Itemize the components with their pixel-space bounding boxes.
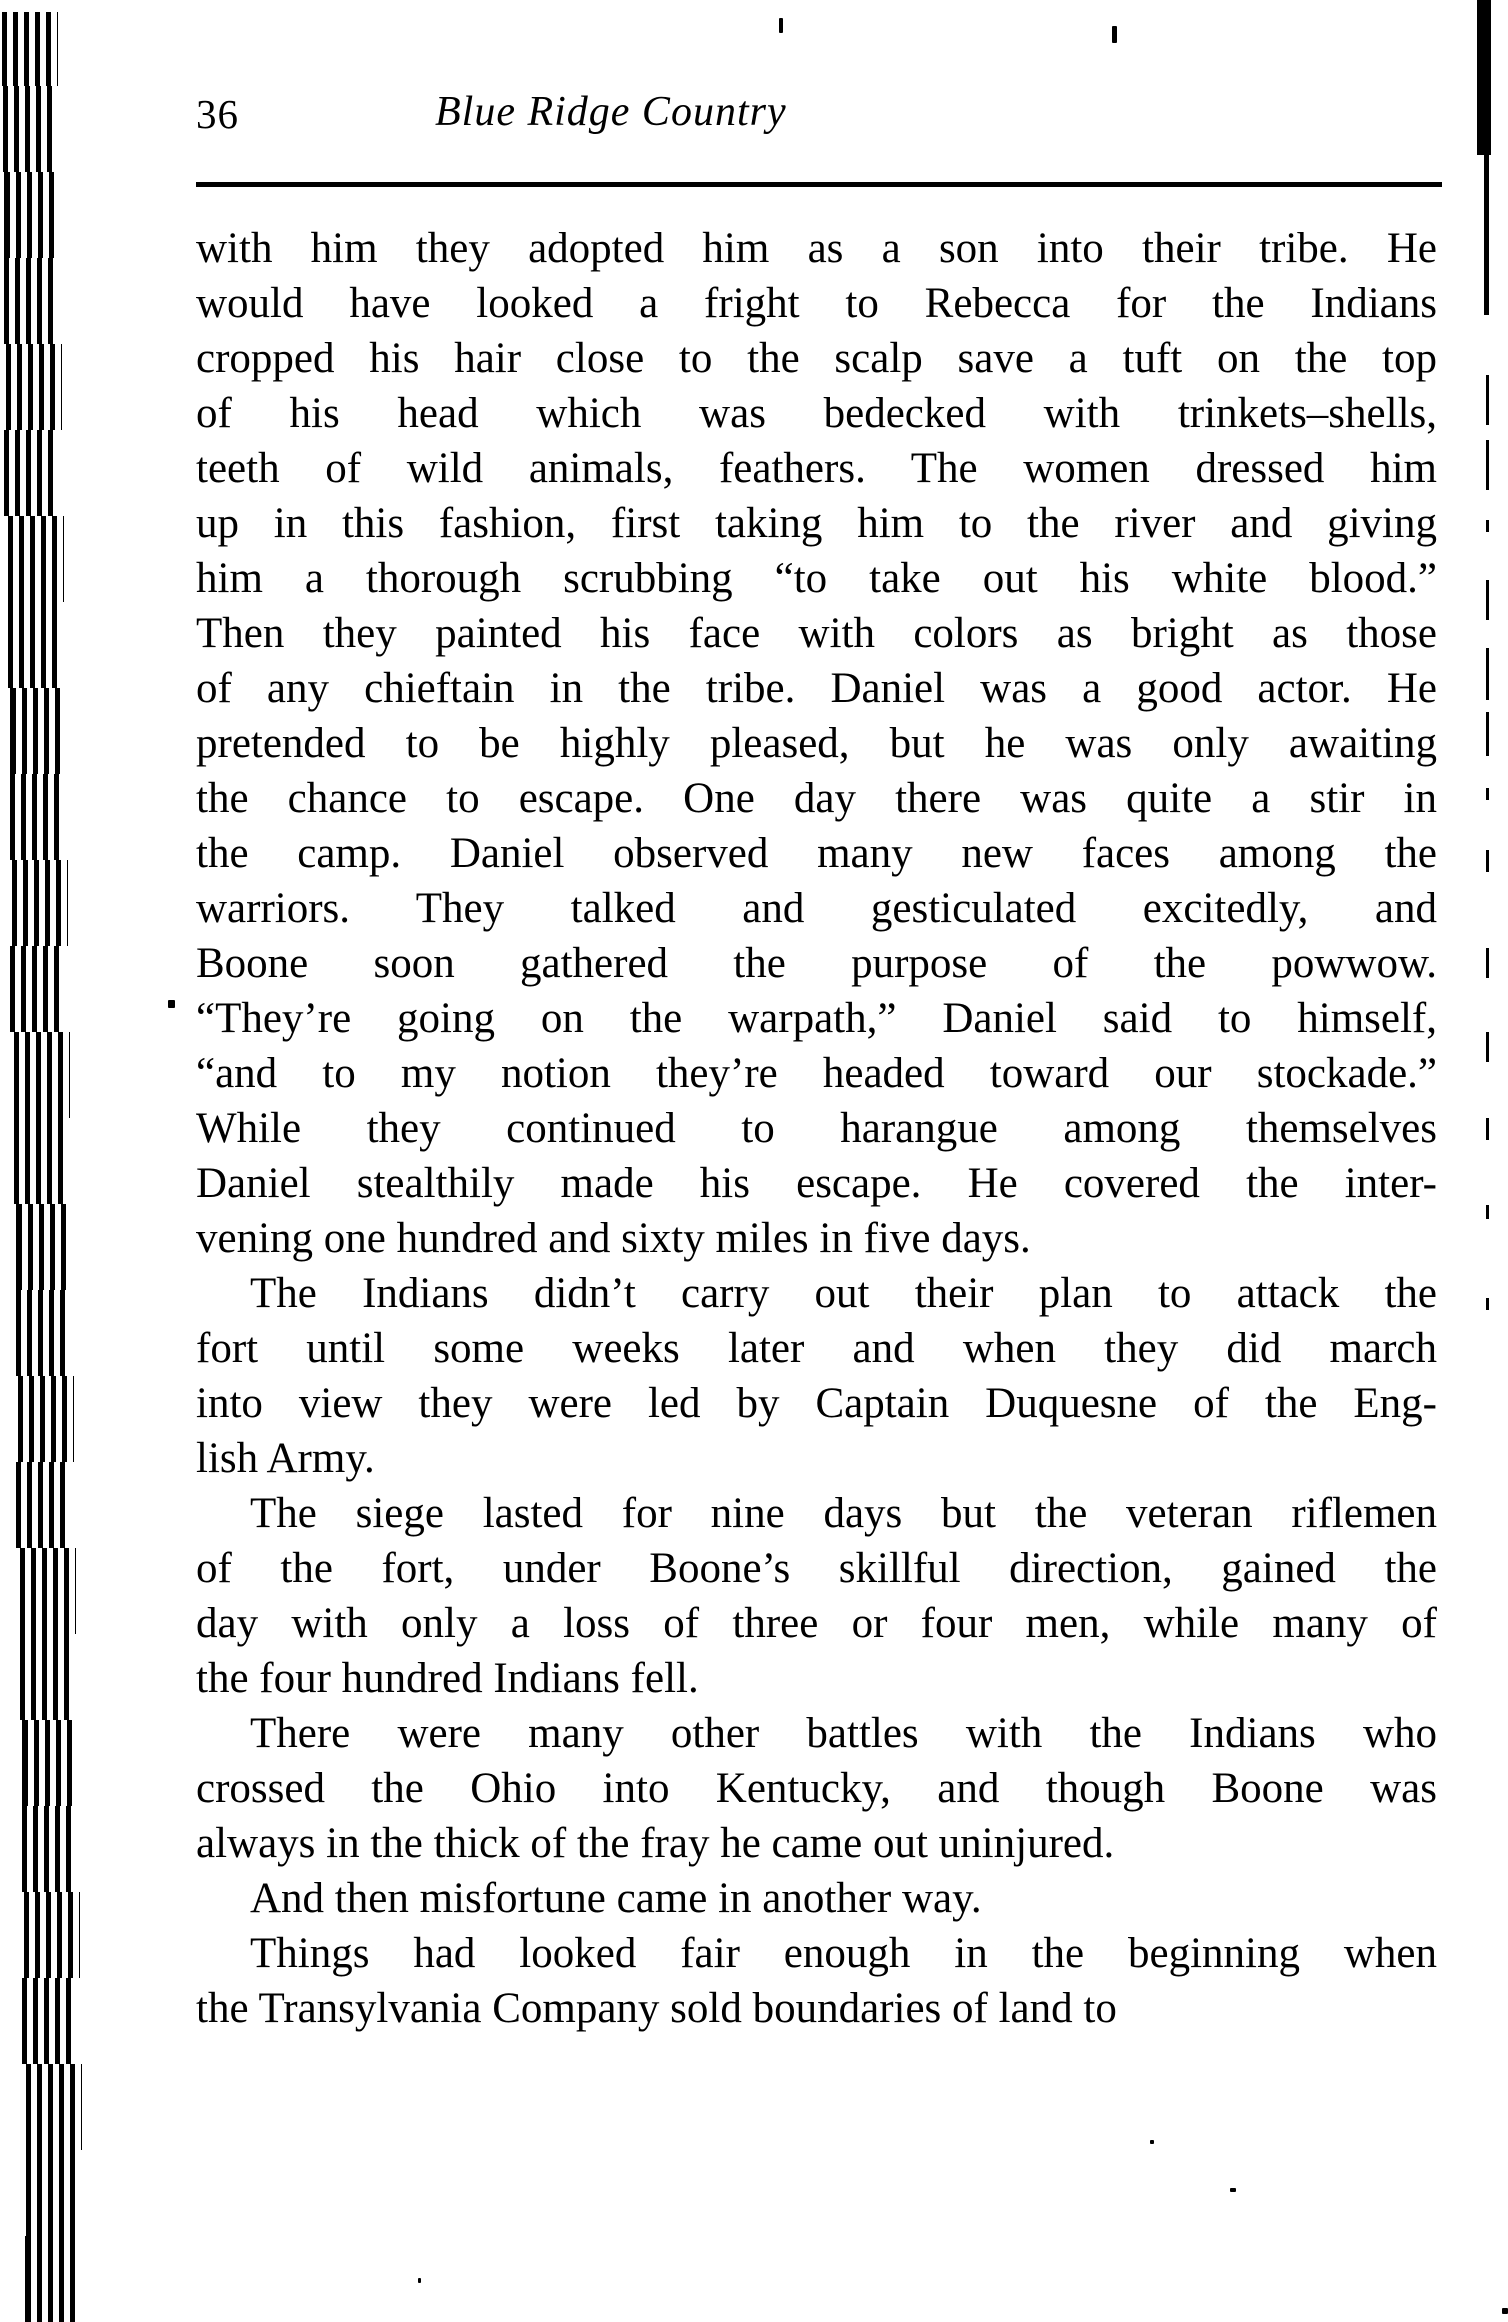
scan-speck (1502, 2308, 1508, 2314)
text-line: pretended to be highly pleased, but he was only awaiting (196, 720, 1437, 767)
text-line: up in this fashion, first taking him to the river and giving (196, 500, 1437, 547)
text-line: warriors. They talked and gesticulated excitedly, and (196, 885, 1437, 932)
scan-speck (168, 1000, 175, 1008)
scan-edge-dash (1486, 1298, 1489, 1310)
scan-speck (1150, 2140, 1154, 2144)
scan-speck (1112, 26, 1117, 43)
scan-edge-dash (1486, 948, 1489, 978)
text-line: lish Army. (196, 1435, 375, 1482)
text-line: Things had looked fair enough in the beginning when (250, 1930, 1437, 1977)
text-line: And then misfortune came in another way. (250, 1875, 982, 1922)
text-line: “and to my notion they’re headed toward our stockade.” (196, 1050, 1437, 1097)
text-line: him a thorough scrubbing “to take out his white blood.” (196, 555, 1437, 602)
text-line: Then they painted his face with colors as bright as those (196, 610, 1437, 657)
text-line: the Transylvania Company sold boundaries of land to (196, 1985, 1117, 2032)
scan-edge-dash (1486, 1118, 1489, 1140)
text-line: cropped his hair close to the scalp save a tuft on the top (196, 335, 1437, 382)
scan-binding-stripes (0, 0, 84, 2322)
text-line: the chance to escape. One day there was quite a stir in (196, 775, 1437, 822)
scan-edge-dash (1486, 850, 1489, 872)
text-line: would have looked a fright to Rebecca for the Indians (196, 280, 1437, 327)
text-line: the four hundred Indians fell. (196, 1655, 699, 1702)
text-line: The Indians didn’t carry out their plan to attack the (250, 1270, 1437, 1317)
scan-edge-dash (1486, 648, 1489, 700)
text-line: fort until some weeks later and when they did march (196, 1325, 1437, 1372)
text-line: Boone soon gathered the purpose of the powwow. (196, 940, 1437, 987)
scan-edge-dash (1486, 440, 1489, 490)
scan-speck (779, 18, 783, 33)
scan-speck (1230, 2188, 1236, 2192)
scan-edge-dash (1486, 1205, 1489, 1219)
text-line: the camp. Daniel observed many new faces among the (196, 830, 1437, 877)
header-rule (196, 182, 1442, 187)
text-line: always in the thick of the fray he came out uninjured. (196, 1820, 1115, 1867)
text-line: of any chieftain in the tribe. Daniel was a good actor. He (196, 665, 1437, 712)
scan-edge-dash (1486, 580, 1489, 620)
text-line: of the fort, under Boone’s skillful direction, gained the (196, 1545, 1437, 1592)
text-line: The siege lasted for nine days but the veteran riflemen (250, 1490, 1437, 1537)
scan-edge-dash (1486, 1032, 1489, 1062)
text-line: crossed the Ohio into Kentucky, and though Boone was (196, 1765, 1437, 1812)
running-title: Blue Ridge Country (435, 89, 787, 135)
text-line: Daniel stealthily made his escape. He covered the inter- (196, 1160, 1437, 1207)
text-line: of his head which was bedecked with trinkets–shells, (196, 390, 1437, 437)
scan-edge-dash (1486, 375, 1489, 425)
text-line: into view they were led by Captain Duquesne of the Eng- (196, 1380, 1437, 1427)
scan-speck (30, 1448, 34, 1452)
page-header (196, 88, 1442, 148)
text-line: There were many other battles with the Indians who (250, 1710, 1437, 1757)
page-number: 36 (196, 91, 239, 137)
scan-edge-dash (1486, 788, 1489, 800)
scan-edge-bar (1477, 0, 1491, 155)
text-line: While they continued to harangue among themselves (196, 1105, 1437, 1152)
text-line: teeth of wild animals, feathers. The women dressed him (196, 445, 1437, 492)
scan-edge-bar-tail (1484, 150, 1489, 315)
scan-edge-dash (1486, 712, 1489, 756)
text-line: with him they adopted him as a son into their tribe. He (196, 225, 1437, 272)
text-line: day with only a loss of three or four men, while many of (196, 1600, 1437, 1647)
body-text (196, 221, 1437, 2036)
scan-speck (418, 2278, 421, 2283)
text-line: “They’re going on the warpath,” Daniel said to himself, (196, 995, 1437, 1042)
scan-edge-dash (1486, 520, 1489, 532)
text-line: vening one hundred and sixty miles in five days. (196, 1215, 1031, 1262)
